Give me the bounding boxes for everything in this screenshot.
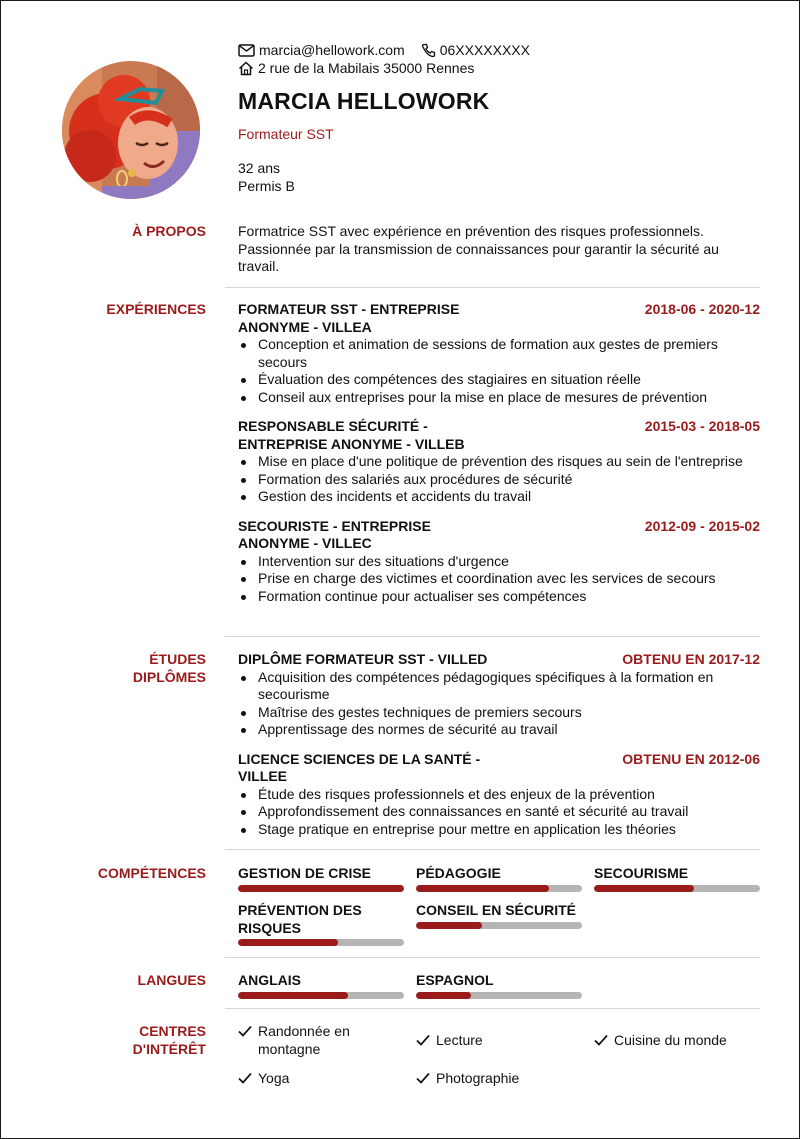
interests-label	[61, 1023, 206, 1058]
education-bullet: Apprentissage des normes de sécurité au travail	[238, 721, 760, 739]
skill-item	[238, 902, 404, 946]
about-label: À PROPOS	[132, 223, 206, 239]
language-name: ESPAGNOL	[416, 972, 494, 988]
skill-name: CONSEIL EN SÉCURITÉ	[416, 902, 576, 918]
email-text: marcia@hellowork.com	[259, 42, 405, 58]
divider	[225, 957, 760, 958]
experience-entry	[238, 518, 760, 606]
education-title: DIPLÔME FORMATEUR SST - VILLED	[238, 651, 488, 667]
skill-item	[594, 865, 760, 892]
check-icon	[416, 1034, 430, 1046]
skill-name: PRÉVENTION DES RISQUES	[238, 902, 362, 936]
experience-bullet: Formation des salariés aux procédures de sécurité	[238, 471, 760, 489]
email-item[interactable]	[238, 42, 405, 60]
experience-entry	[238, 301, 760, 406]
experience-title	[238, 418, 568, 453]
interest-item	[416, 1070, 576, 1088]
interest-item	[238, 1070, 398, 1088]
experience-bullet: Intervention sur des situations d'urgence	[238, 553, 760, 571]
check-icon	[238, 1025, 252, 1037]
interest-label: Lecture	[436, 1032, 483, 1048]
interest-label: Cuisine du monde	[614, 1032, 727, 1048]
interests-label-line: D'INTÉRÊT	[132, 1040, 206, 1057]
skill-bar-fill	[594, 885, 694, 892]
experience-title-line: ENTREPRISE ANONYME - VILLEB	[238, 435, 465, 452]
education-title	[238, 751, 568, 786]
about-text: Formatrice SST avec expérience en prévention des risques professionnels. Passionnée par la transmission de connaissances pour garantir la sécurité au travail.	[238, 223, 719, 274]
address-row	[238, 60, 474, 78]
education-bullet: Maîtrise des gestes techniques de premiers secours	[238, 704, 760, 722]
experience-bullet: Formation continue pour actualiser ses compétences	[238, 588, 760, 606]
mail-icon	[238, 44, 255, 57]
experience-date: 2012-09 - 2015-02	[644, 517, 760, 534]
skill-name: GESTION DE CRISE	[238, 865, 372, 881]
interest-item	[238, 1023, 368, 1058]
education-bullet: Stage pratique en entreprise pour mettre en application les théories	[238, 821, 760, 839]
experience-title-line: ANONYME - VILLEA	[238, 318, 372, 335]
skill-bar-fill	[416, 922, 482, 929]
address-item	[238, 60, 474, 78]
language-bar	[238, 992, 404, 999]
skill-bar	[594, 885, 760, 892]
experience-title-line: FORMATEUR SST - ENTREPRISE	[238, 301, 460, 317]
education-bullet: Acquisition des compétences pédagogiques spécifiques à la formation en secourisme	[238, 669, 760, 704]
skills-grid	[238, 865, 760, 947]
experiences-label: EXPÉRIENCES	[106, 301, 206, 317]
address-text: 2 rue de la Mabilais 35000 Rennes	[258, 60, 475, 76]
interest-item	[594, 1032, 754, 1050]
skill-bar-fill	[416, 885, 549, 892]
education-title-line: LICENCE SCIENCES DE LA SANTÉ -	[238, 750, 481, 767]
check-icon	[416, 1072, 430, 1084]
skill-item	[416, 902, 582, 929]
education-date: OBTENU EN 2012-06	[622, 750, 760, 767]
education-title-line: VILLEE	[238, 768, 288, 784]
experience-bullet: Mise en place d'une politique de prévention des risques au sein de l'entreprise	[238, 453, 760, 471]
phone-item[interactable]	[421, 42, 530, 60]
experience-date: 2015-03 - 2018-05	[644, 418, 760, 434]
profile-photo	[62, 61, 200, 199]
language-bar-fill	[416, 992, 471, 999]
education-label-line: ÉTUDES	[149, 651, 206, 667]
skill-name: PÉDAGOGIE	[416, 865, 501, 881]
experience-bullet: Conseil aux entreprises pour la mise en place de mesures de prévention	[238, 389, 760, 407]
divider	[225, 849, 760, 850]
experience-title-line: ANONYME - VILLEC	[238, 535, 372, 551]
language-item	[416, 972, 582, 999]
experience-bullet: Conception et animation de sessions de formation aux gestes de premiers secours	[238, 336, 760, 371]
skill-name: SECOURISME	[594, 865, 689, 881]
home-icon	[238, 61, 254, 76]
divider	[225, 287, 760, 288]
education-label-line: DIPLÔMES	[132, 668, 206, 685]
job-title: Formateur SST	[238, 126, 334, 142]
skill-bar	[416, 885, 582, 892]
language-bar-fill	[238, 992, 348, 999]
language-item	[238, 972, 404, 999]
check-icon	[238, 1072, 252, 1084]
interest-item	[416, 1032, 576, 1050]
languages-grid	[238, 972, 760, 1002]
skill-bar	[238, 885, 404, 892]
experience-title	[238, 301, 568, 336]
education-list	[238, 651, 760, 838]
candidate-name: MARCIA HELLOWORK	[238, 88, 490, 114]
education-label	[61, 651, 206, 686]
contact-row	[238, 42, 530, 60]
education-entry	[238, 751, 760, 839]
interest-label: Photographie	[436, 1070, 520, 1086]
education-bullet: Approfondissement des connaissances en santé et sécurité au travail	[238, 803, 760, 821]
experience-bullet: Prise en charge des victimes et coordination avec les services de secours	[238, 570, 760, 588]
skill-item	[416, 865, 582, 892]
interest-label: Randonnée en montagne	[258, 1023, 350, 1057]
check-icon	[594, 1034, 608, 1046]
interests-label-line: CENTRES	[139, 1023, 206, 1039]
experience-bullet: Évaluation des compétences des stagiaires en situation réelle	[238, 371, 760, 389]
languages-section	[1, 972, 800, 1002]
interests-grid	[238, 1023, 760, 1098]
experiences-list	[238, 301, 760, 605]
experience-bullet: Gestion des incidents et accidents du travail	[238, 488, 760, 506]
phone-text: 06XXXXXXXX	[439, 42, 530, 58]
language-name: ANGLAIS	[238, 972, 301, 988]
language-bar	[416, 992, 582, 999]
experience-date: 2018-06 - 2020-12	[644, 301, 760, 317]
skill-bar-fill	[238, 939, 338, 946]
divider	[225, 636, 760, 637]
experience-title-line: RESPONSABLE SÉCURITÉ -	[238, 418, 428, 434]
skills-label: COMPÉTENCES	[97, 865, 206, 881]
skill-bar	[238, 939, 404, 946]
skill-item	[238, 865, 404, 892]
skills-section	[1, 865, 800, 947]
skill-bar	[416, 922, 582, 929]
interest-label: Yoga	[258, 1070, 290, 1086]
education-date: OBTENU EN 2017-12	[622, 651, 760, 667]
age: 32 ans	[238, 160, 281, 176]
experience-title	[238, 518, 568, 553]
personal-info	[238, 160, 295, 195]
experience-title-line: SECOURISTE - ENTREPRISE	[238, 517, 431, 534]
education-entry	[238, 651, 760, 739]
experience-entry	[238, 418, 760, 506]
driving-license: Permis B	[238, 177, 295, 194]
divider	[225, 1008, 760, 1009]
education-bullet: Étude des risques professionnels et des enjeux de la prévention	[238, 786, 760, 804]
languages-label: LANGUES	[137, 972, 206, 988]
skill-bar-fill	[238, 885, 404, 892]
phone-icon	[421, 43, 436, 58]
